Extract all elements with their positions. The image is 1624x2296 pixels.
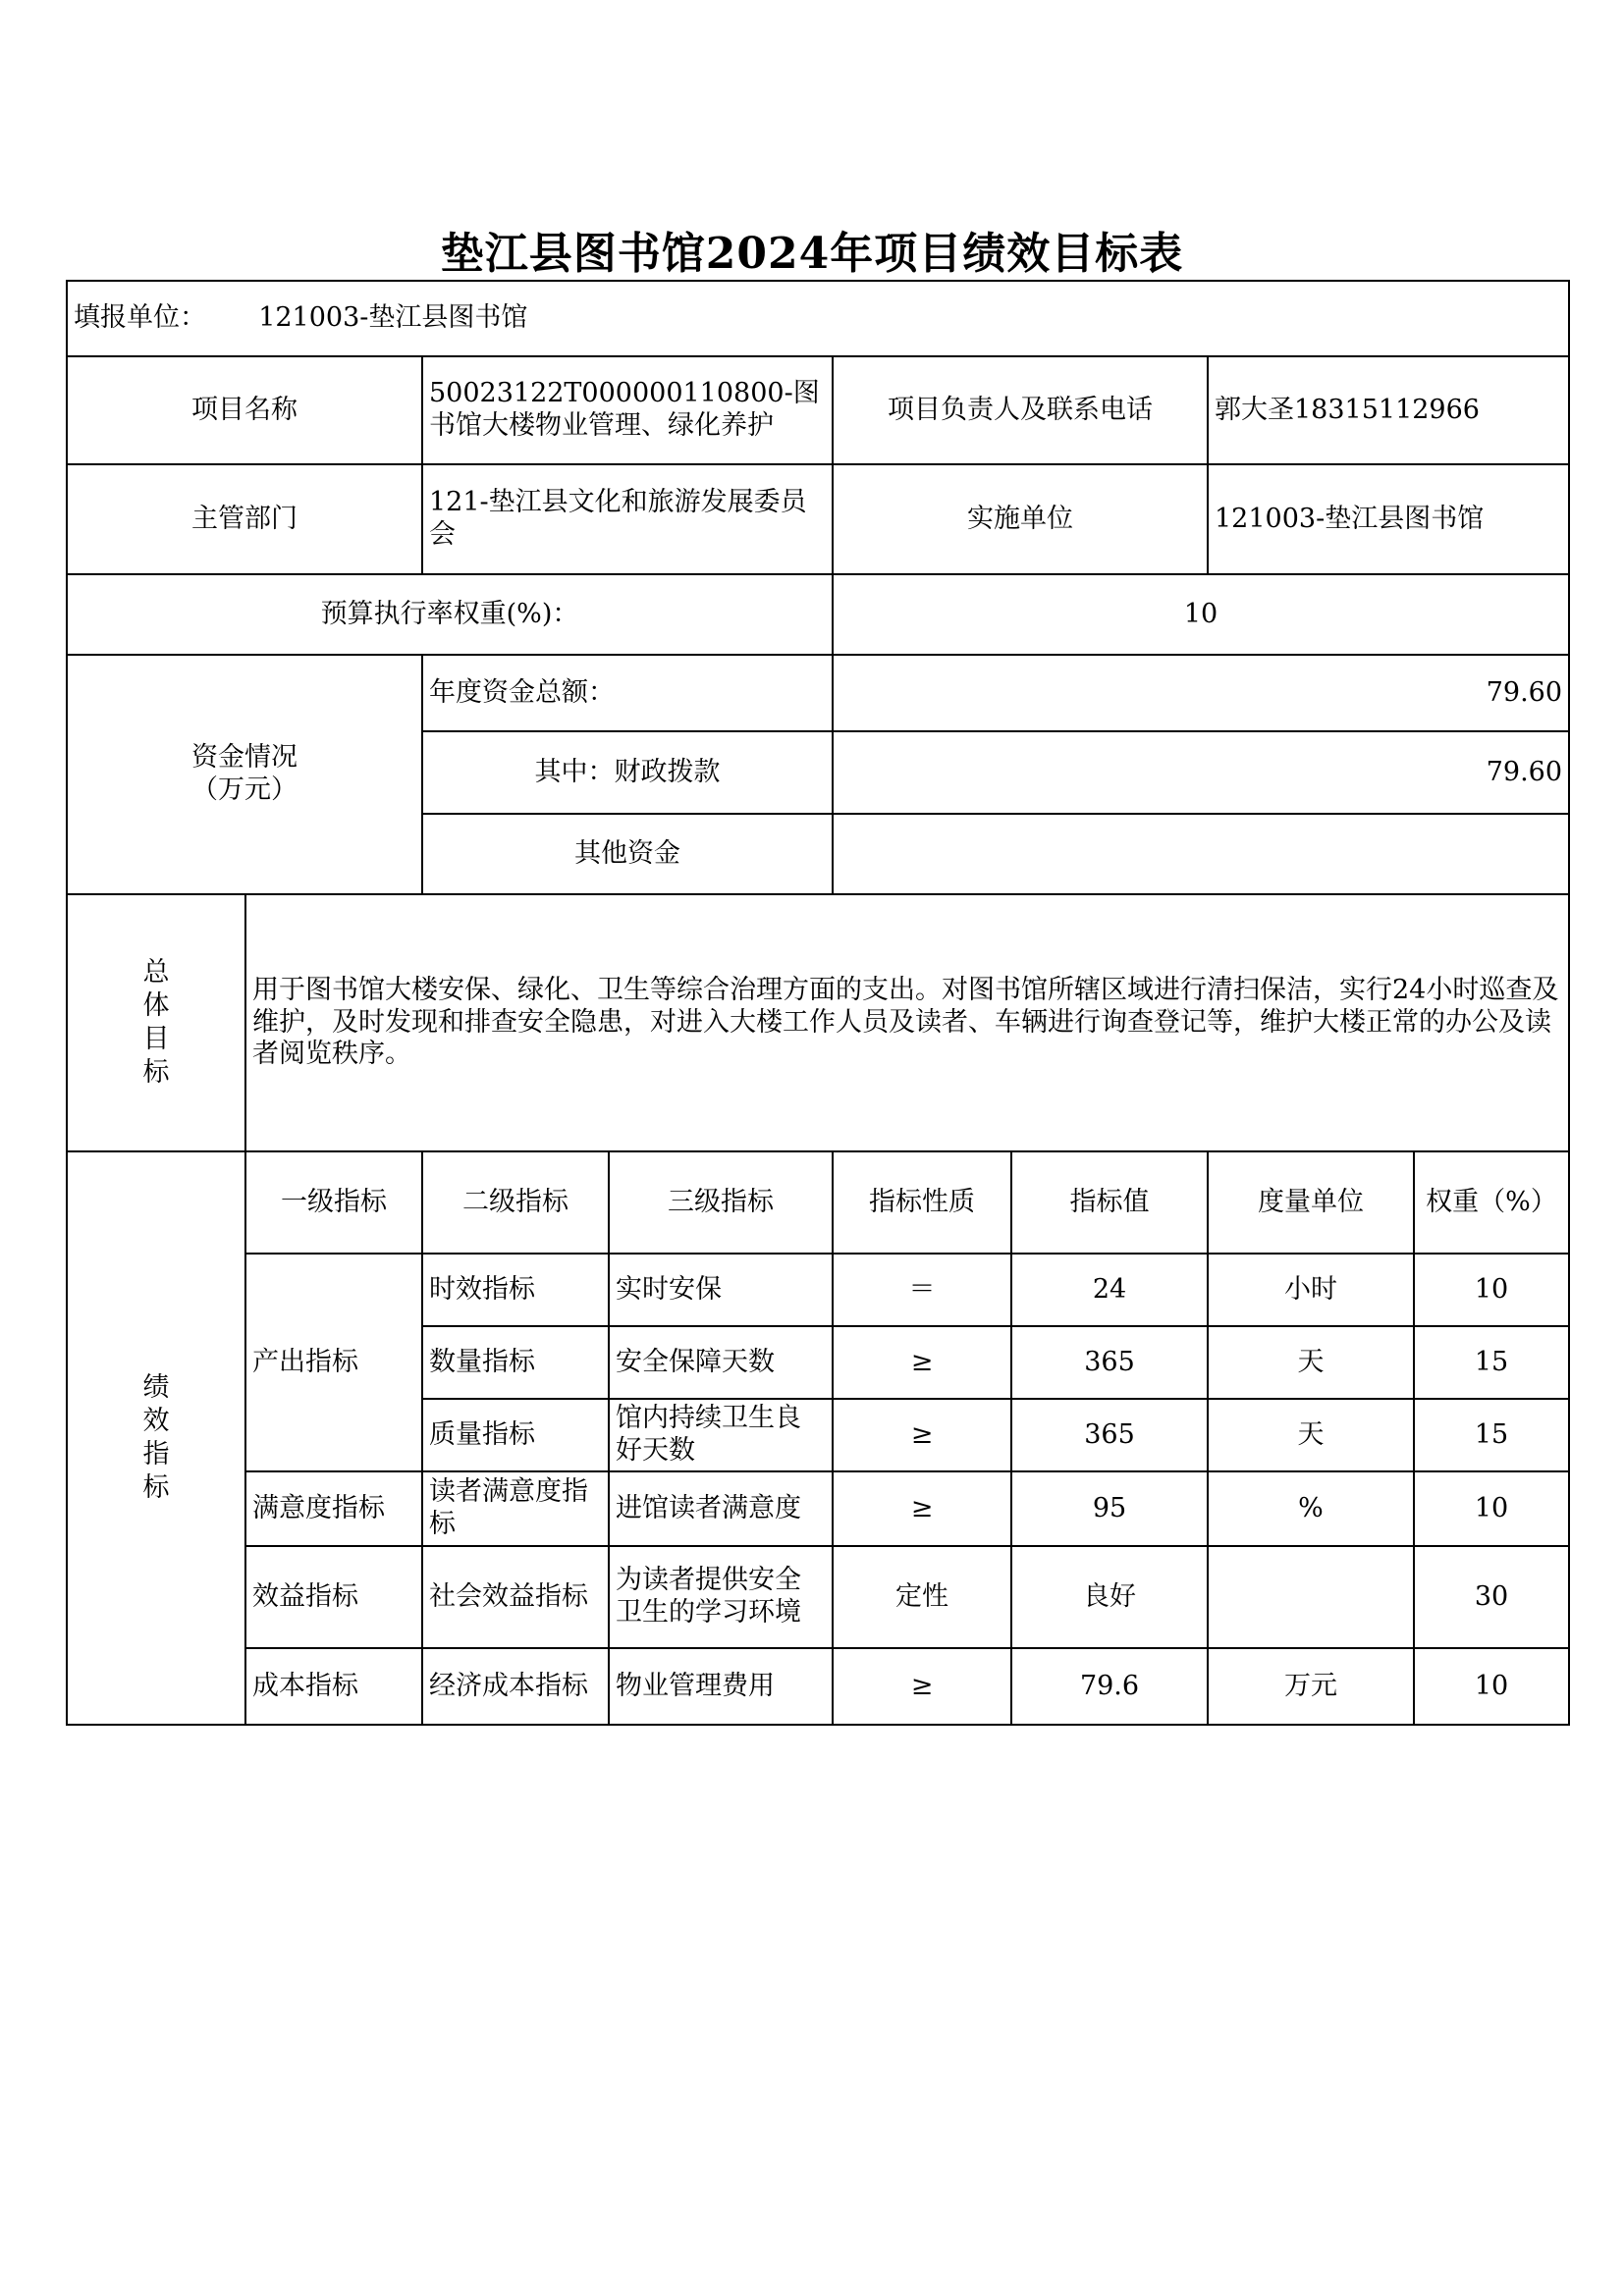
- header-level2: 二级指标: [422, 1151, 609, 1254]
- nature-cell: ≥: [833, 1471, 1011, 1546]
- funds-label: 资金情况（万元）: [67, 655, 422, 894]
- implementing-unit-label: 实施单位: [833, 464, 1208, 574]
- budget-weight-label: 预算执行率权重(%)：: [67, 574, 833, 655]
- group-output: 产出指标: [245, 1254, 422, 1471]
- overall-objective-text: 用于图书馆大楼安保、绿化、卫生等综合治理方面的支出。对图书馆所辖区域进行清扫保洁，实行24小时巡查及维护，及时发现和排查安全隐患，对进入大楼工作人员及读者、车辆进行询查登记等，维护大楼正常的办公及读者阅览秩序。: [245, 894, 1569, 1151]
- unit-cell: [1208, 1546, 1414, 1648]
- unit-cell: 天: [1208, 1399, 1414, 1471]
- project-leader-label: 项目负责人及联系电话: [833, 356, 1208, 464]
- performance-indicators-label: 绩效指标: [67, 1151, 245, 1725]
- value-cell: 365: [1011, 1399, 1208, 1471]
- table-row: [67, 1546, 1569, 1648]
- other-funds-label: 其他资金: [422, 814, 833, 894]
- header-nature: 指标性质: [833, 1151, 1011, 1254]
- reporting-unit-label: 填报单位：: [74, 302, 206, 334]
- header-level3: 三级指标: [609, 1151, 833, 1254]
- other-funds-value: [833, 814, 1569, 894]
- weight-cell: 15: [1414, 1326, 1569, 1399]
- nature-cell: ＝: [833, 1254, 1011, 1326]
- level3-cell: 实时安保: [609, 1254, 833, 1326]
- level2-cell: 质量指标: [422, 1399, 609, 1471]
- value-cell: 365: [1011, 1326, 1208, 1399]
- project-name-label: 项目名称: [67, 356, 422, 464]
- fiscal-appropriation-value: 79.60: [833, 731, 1569, 814]
- table-row: [67, 1471, 1569, 1546]
- header-level1: 一级指标: [245, 1151, 422, 1254]
- level2-cell: 社会效益指标: [422, 1546, 609, 1648]
- unit-cell: 万元: [1208, 1648, 1414, 1725]
- reporting-unit-value: 121003-垫江县图书馆: [258, 302, 528, 334]
- level3-cell: 为读者提供安全卫生的学习环境: [609, 1546, 833, 1648]
- page-title: 垫江县图书馆2024年项目绩效目标表: [440, 229, 1184, 279]
- unit-cell: 天: [1208, 1326, 1414, 1399]
- nature-cell: ≥: [833, 1648, 1011, 1725]
- annual-total-value: 79.60: [833, 655, 1569, 731]
- project-name-value: 50023122T000000110800-图书馆大楼物业管理、绿化养护: [422, 356, 833, 464]
- weight-cell: 10: [1414, 1471, 1569, 1546]
- nature-cell: 定性: [833, 1546, 1011, 1648]
- weight-cell: 30: [1414, 1546, 1569, 1648]
- implementing-unit-value: 121003-垫江县图书馆: [1208, 464, 1569, 574]
- nature-cell: ≥: [833, 1326, 1011, 1399]
- value-cell: 95: [1011, 1471, 1208, 1546]
- level2-cell: 数量指标: [422, 1326, 609, 1399]
- level2-cell: 经济成本指标: [422, 1648, 609, 1725]
- level3-cell: 安全保障天数: [609, 1326, 833, 1399]
- weight-cell: 10: [1414, 1254, 1569, 1326]
- unit-cell: 小时: [1208, 1254, 1414, 1326]
- budget-weight-value: 10: [833, 574, 1569, 655]
- overall-objective-label: 总体目标: [67, 894, 245, 1151]
- level2-cell: 读者满意度指标: [422, 1471, 609, 1546]
- header-unit: 度量单位: [1208, 1151, 1414, 1254]
- table-row: [67, 1648, 1569, 1725]
- annual-total-label: 年度资金总额：: [422, 655, 833, 731]
- group-cost: 成本指标: [245, 1648, 422, 1725]
- level3-cell: 物业管理费用: [609, 1648, 833, 1725]
- fiscal-appropriation-label: 其中：财政拨款: [422, 731, 833, 814]
- header-value: 指标值: [1011, 1151, 1208, 1254]
- project-leader-value: 郭大圣18315112966: [1208, 356, 1569, 464]
- level3-cell: 馆内持续卫生良好天数: [609, 1399, 833, 1471]
- table-row: [67, 1254, 1569, 1326]
- header-weight: 权重（%）: [1414, 1151, 1569, 1254]
- level3-cell: 进馆读者满意度: [609, 1471, 833, 1546]
- level2-cell: 时效指标: [422, 1254, 609, 1326]
- value-cell: 79.6: [1011, 1648, 1208, 1725]
- supervising-dept-value: 121-垫江县文化和旅游发展委员会: [422, 464, 833, 574]
- group-satisfaction: 满意度指标: [245, 1471, 422, 1546]
- weight-cell: 15: [1414, 1399, 1569, 1471]
- performance-table: [66, 280, 1570, 1726]
- supervising-dept-label: 主管部门: [67, 464, 422, 574]
- group-benefit: 效益指标: [245, 1546, 422, 1648]
- value-cell: 良好: [1011, 1546, 1208, 1648]
- reporting-unit-row: [67, 281, 1569, 356]
- weight-cell: 10: [1414, 1648, 1569, 1725]
- unit-cell: %: [1208, 1471, 1414, 1546]
- nature-cell: ≥: [833, 1399, 1011, 1471]
- value-cell: 24: [1011, 1254, 1208, 1326]
